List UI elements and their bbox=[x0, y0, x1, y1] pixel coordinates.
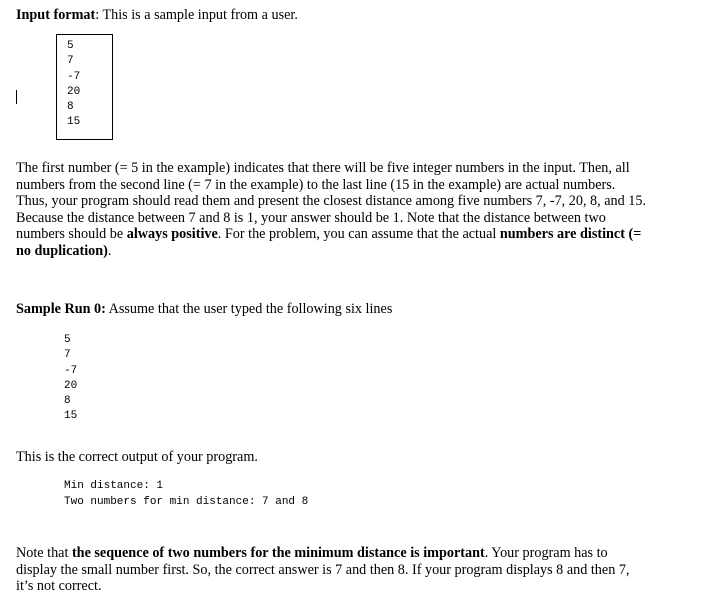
sample-input-line: 20 bbox=[67, 85, 81, 98]
sample-run-line: 5 bbox=[64, 334, 71, 346]
output-line: Min distance: 1 bbox=[64, 480, 164, 492]
description-paragraph bbox=[16, 160, 646, 260]
input-format-heading bbox=[16, 7, 298, 24]
sample-run-line: 8 bbox=[64, 395, 71, 408]
sample-run-text: Assume that the user typed the following six lines bbox=[105, 301, 393, 317]
text-cursor bbox=[16, 90, 17, 104]
sample-input-line: 15 bbox=[67, 116, 81, 129]
sample-input-box bbox=[56, 34, 113, 140]
note-text: . Your program has to display the small number first. So, the correct answer is 7 and then 8. If your program displays 8 and then 7, it’s not correct. bbox=[16, 545, 630, 595]
sample-run-line: 7 bbox=[64, 349, 71, 362]
sample-input-lines bbox=[67, 39, 80, 131]
output-line: Two numbers for min distance: 7 and 8 bbox=[64, 495, 309, 508]
description-text: . bbox=[107, 242, 112, 259]
note-paragraph bbox=[16, 545, 646, 595]
input-format-label: Input format bbox=[16, 7, 96, 23]
sample-run-lines bbox=[64, 333, 77, 425]
output-intro: This is the correct output of your program. bbox=[16, 449, 258, 465]
sample-run-line: 15 bbox=[64, 410, 78, 423]
sample-run-line: 20 bbox=[64, 379, 78, 392]
sample-input-line: 7 bbox=[67, 55, 74, 68]
description-emphasis-positive: always positive bbox=[126, 226, 218, 243]
description-text: The first number (= 5 in the example) indicates that there will be five integer numbers in the input. Then, all numbers from the second line (= 7 in the example) to the last line (15 in the example) are actual numbers. Thus, your program should read them and present the closest distance among five numbers 7, -7, 20, 8, and 15. Because the distance between 7 and 8 is 1, your answer should be 1. Note that the distance between two numbers should be bbox=[16, 160, 647, 243]
sample-input-line: 8 bbox=[67, 101, 74, 114]
sample-run-label: Sample Run 0: bbox=[16, 301, 106, 317]
sample-run-heading bbox=[16, 301, 392, 318]
input-format-text: : This is a sample input from a user. bbox=[95, 7, 298, 23]
note-text: Note that bbox=[16, 545, 72, 561]
note-emphasis: the sequence of two numbers for the minimum distance is important bbox=[71, 545, 485, 561]
description-text: . For the problem, you can assume that the actual bbox=[217, 226, 500, 243]
sample-input-line: -7 bbox=[67, 70, 81, 83]
output-block bbox=[64, 479, 308, 510]
description-emphasis-distinct: numbers are distinct (= no duplication) bbox=[16, 226, 642, 259]
sample-run-line: -7 bbox=[64, 364, 78, 377]
sample-input-line: 5 bbox=[67, 40, 74, 52]
